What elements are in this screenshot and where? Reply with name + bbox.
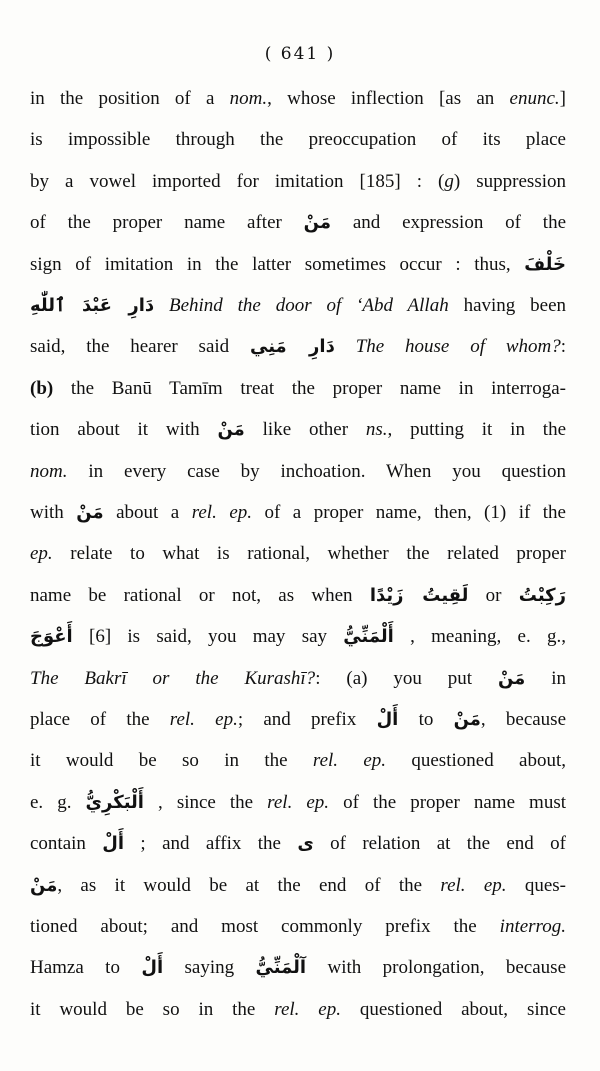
arabic-word: مَنْ <box>453 709 481 730</box>
text-run: : (a) you put <box>315 668 498 689</box>
text-line <box>30 957 566 979</box>
text-run: it would be so in the <box>30 999 275 1020</box>
text-run: (b) <box>30 378 54 399</box>
text-run: of the proper name must <box>329 792 567 813</box>
text-line <box>30 88 566 110</box>
arabic-word: مَنْ <box>303 212 331 233</box>
arabic-word: أَلْبَكْرِيُّ <box>85 792 144 813</box>
italic-text: ep. <box>30 543 53 564</box>
arabic-word: دَارِ عَبْدَ ٱللّٰهِ <box>30 295 155 316</box>
italic-text: interrog. <box>499 916 566 937</box>
italic-text: nom. <box>30 461 68 482</box>
text-run: in <box>525 668 566 689</box>
text-line <box>30 129 566 151</box>
text-run: of relation at the end of <box>313 833 566 854</box>
arabic-word: لَقِيتُ زَيْدًا <box>369 585 469 606</box>
text-run: and expression of the <box>331 212 566 233</box>
text-run: in the position of a <box>30 88 230 109</box>
text-run: , because <box>480 709 567 730</box>
text-run: ques- <box>506 875 567 896</box>
text-run: place of the <box>30 709 170 730</box>
text-run: : <box>560 336 566 357</box>
arabic-word: أَعْوَجَ <box>30 626 73 647</box>
text-line <box>30 668 566 690</box>
arabic-word: دَارِ مَنِي <box>250 336 335 357</box>
text-run: in every case by inchoation. When you question <box>67 461 566 482</box>
italic-text: rel. ep. <box>312 750 387 771</box>
text-line <box>30 543 566 565</box>
text-line <box>30 419 566 441</box>
text-line <box>30 709 566 731</box>
arabic-word: ى <box>297 833 314 854</box>
text-run: about a <box>103 502 192 523</box>
text-run: to <box>398 709 454 730</box>
text-run: relate to what is rational, whether the related proper <box>52 543 566 564</box>
text-line <box>30 212 566 234</box>
text-line <box>30 378 566 400</box>
italic-text: The Bakrī or the Kurashī? <box>30 668 316 689</box>
text-line <box>30 295 566 317</box>
arabic-word: مَنْ <box>217 419 245 440</box>
italic-text: g <box>444 171 454 192</box>
arabic-word: أَلْمَنِّيُّ <box>343 626 394 647</box>
text-run: ] <box>559 88 566 109</box>
text-line <box>30 916 566 938</box>
italic-text: nom. <box>229 88 268 109</box>
text-run: is impossible through the preoccupation of its place <box>30 129 566 150</box>
text-line <box>30 171 566 193</box>
text-run: it would be so in the <box>30 750 313 771</box>
text-line <box>30 875 566 897</box>
text-run: , whose inflection [as an <box>267 88 510 109</box>
italic-text: rel. ep. <box>274 999 341 1020</box>
text-run: , meaning, e. g., <box>393 626 566 647</box>
arabic-word: أَلْ <box>102 833 125 854</box>
text-run <box>154 295 169 316</box>
text-run: of a proper name, then, (1) if the <box>252 502 566 523</box>
text-run: , as it would be at the end of the <box>57 875 441 896</box>
text-run: , since the <box>143 792 268 813</box>
arabic-word: مَنْ <box>76 502 104 523</box>
text-run: by a vowel imported for imitation [185] : ( <box>30 171 445 192</box>
text-run: the Banū Tamīm treat the proper name in interroga- <box>53 378 566 399</box>
text-run: , putting it in the <box>387 419 567 440</box>
arabic-word: أَلْ <box>376 709 399 730</box>
italic-text: rel. ep. <box>440 875 507 896</box>
italic-text: The house of whom? <box>355 336 561 357</box>
page-number: ( 641 ) <box>264 44 336 64</box>
text-run: like other <box>244 419 366 440</box>
text-run: name be rational or not, as when <box>30 585 370 606</box>
italic-text: rel. ep. <box>169 709 238 730</box>
text-line <box>30 792 566 814</box>
text-run: [6] is said, you may say <box>72 626 344 647</box>
arabic-word: رَكِبْتُ <box>518 585 566 606</box>
italic-text: rel. ep. <box>267 792 330 813</box>
text-run: questioned about, <box>386 750 566 771</box>
text-run: with <box>30 502 77 523</box>
text-run: of the proper name after <box>30 212 304 233</box>
arabic-word: مَنْ <box>497 668 526 689</box>
text-line <box>30 750 566 772</box>
text-run: or <box>468 585 519 606</box>
arabic-word: خَلْفَ <box>524 254 566 275</box>
text-line <box>30 336 566 358</box>
text-run: said, the hearer said <box>30 336 250 357</box>
text-run: questioned about, since <box>340 999 566 1020</box>
text-run: tioned about; and most commonly prefix the <box>30 916 500 937</box>
text-run: with prolongation, because <box>306 957 566 978</box>
text-line <box>30 585 566 607</box>
italic-text: Behind the door of ‘Abd Allah <box>168 295 449 316</box>
italic-text: ns. <box>365 419 388 440</box>
text-run: contain <box>30 833 103 854</box>
text-run: saying <box>163 957 256 978</box>
text-line <box>30 502 566 524</box>
text-run: e. g. <box>30 792 86 813</box>
text-run <box>335 336 356 357</box>
text-run: tion about it with <box>30 419 218 440</box>
text-run: ; and affix the <box>124 833 298 854</box>
text-run: sign of imitation in the latter sometimes occur : thus, <box>30 254 525 275</box>
arabic-word: أَلْ <box>141 957 164 978</box>
arabic-word: آلْمَنِّيُّ <box>255 957 307 978</box>
text-run: Hamza to <box>30 957 142 978</box>
text-line <box>30 254 566 276</box>
text-run: having been <box>448 295 567 316</box>
text-line <box>30 999 566 1021</box>
text-run: ) suppression <box>453 171 566 192</box>
text-line <box>30 461 566 483</box>
italic-text: rel. ep. <box>191 502 252 523</box>
arabic-word: مَنْ <box>30 875 58 896</box>
italic-text: enunc. <box>509 88 560 109</box>
text-line <box>30 833 566 855</box>
text-line <box>30 626 566 648</box>
text-run: ; and prefix <box>237 709 377 730</box>
